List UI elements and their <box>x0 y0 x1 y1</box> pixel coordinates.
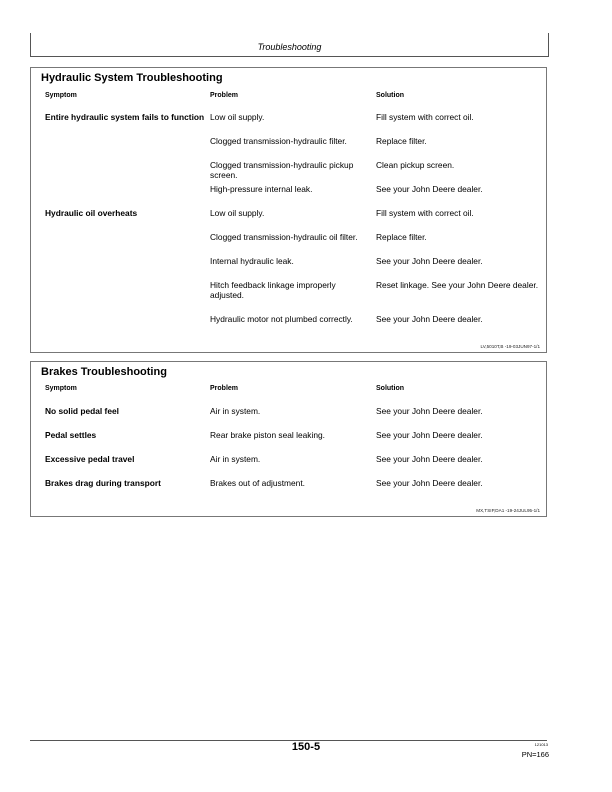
hydraulic-section <box>30 67 547 353</box>
page-header <box>30 33 549 57</box>
symptom-cell: Excessive pedal travel <box>45 454 135 464</box>
problem-cell: Brakes out of adjustment. <box>210 478 305 488</box>
problem-cell: Air in system. <box>210 454 261 464</box>
footer-date: 121013 <box>534 742 548 747</box>
solution-cell: Fill system with correct oil. <box>376 112 474 122</box>
col-head-symptom: Symptom <box>45 92 77 99</box>
header-title: Troubleshooting <box>257 42 322 52</box>
page-pn: PN=166 <box>521 750 549 759</box>
problem-cell: Rear brake piston seal leaking. <box>210 430 325 440</box>
solution-cell: Clean pickup screen. <box>376 160 455 170</box>
problem-cell: Low oil supply. <box>210 208 265 218</box>
problem-cell: Air in system. <box>210 406 261 416</box>
section-code: MX,TSIP,DA1 -19-24JUL95-1/1 <box>476 508 540 513</box>
problem-cell: Low oil supply. <box>210 112 265 122</box>
symptom-cell: Hydraulic oil overheats <box>45 208 138 218</box>
col-head-solution: Solution <box>376 92 404 99</box>
solution-cell: See your John Deere dealer. <box>376 430 483 440</box>
symptom-cell: Brakes drag during transport <box>45 478 161 488</box>
solution-cell: See your John Deere dealer. <box>376 256 483 266</box>
col-head-symptom: Symptom <box>45 385 77 392</box>
solution-cell: See your John Deere dealer. <box>376 314 483 324</box>
solution-cell: Reset linkage. See your John Deere dealer. <box>376 280 539 290</box>
solution-cell: Fill system with correct oil. <box>376 208 474 218</box>
problem-cell: Hydraulic motor not plumbed correctly. <box>210 314 353 324</box>
brakes-section-title: Brakes Troubleshooting <box>41 366 167 378</box>
solution-cell: See your John Deere dealer. <box>376 406 483 416</box>
solution-cell: Replace filter. <box>376 136 427 146</box>
section-code: LV,5010T,B -19-03JUN97-1/1 <box>480 344 540 349</box>
problem-cell: High-pressure internal leak. <box>210 184 313 194</box>
hydraulic-section-title: Hydraulic System Troubleshooting <box>41 72 223 84</box>
solution-cell: Replace filter. <box>376 232 427 242</box>
page-number: 150-5 <box>291 741 321 753</box>
problem-cell: Clogged transmission-hydraulic oil filter. <box>210 232 358 242</box>
problem-cell: Hitch feedback linkage improperly adjusted. <box>210 280 336 300</box>
symptom-cell: Pedal settles <box>45 430 97 440</box>
col-head-problem: Problem <box>210 385 239 392</box>
col-head-problem: Problem <box>210 92 239 99</box>
problem-cell: Internal hydraulic leak. <box>210 256 294 266</box>
problem-cell: Clogged transmission-hydraulic pickup screen. <box>210 160 354 180</box>
brakes-section <box>30 361 547 517</box>
solution-cell: See your John Deere dealer. <box>376 478 483 488</box>
problem-cell: Clogged transmission-hydraulic filter. <box>210 136 347 146</box>
symptom-cell: Entire hydraulic system fails to function <box>45 112 205 122</box>
symptom-cell: No solid pedal feel <box>45 406 119 416</box>
col-head-solution: Solution <box>376 385 404 392</box>
solution-cell: See your John Deere dealer. <box>376 454 483 464</box>
solution-cell: See your John Deere dealer. <box>376 184 483 194</box>
